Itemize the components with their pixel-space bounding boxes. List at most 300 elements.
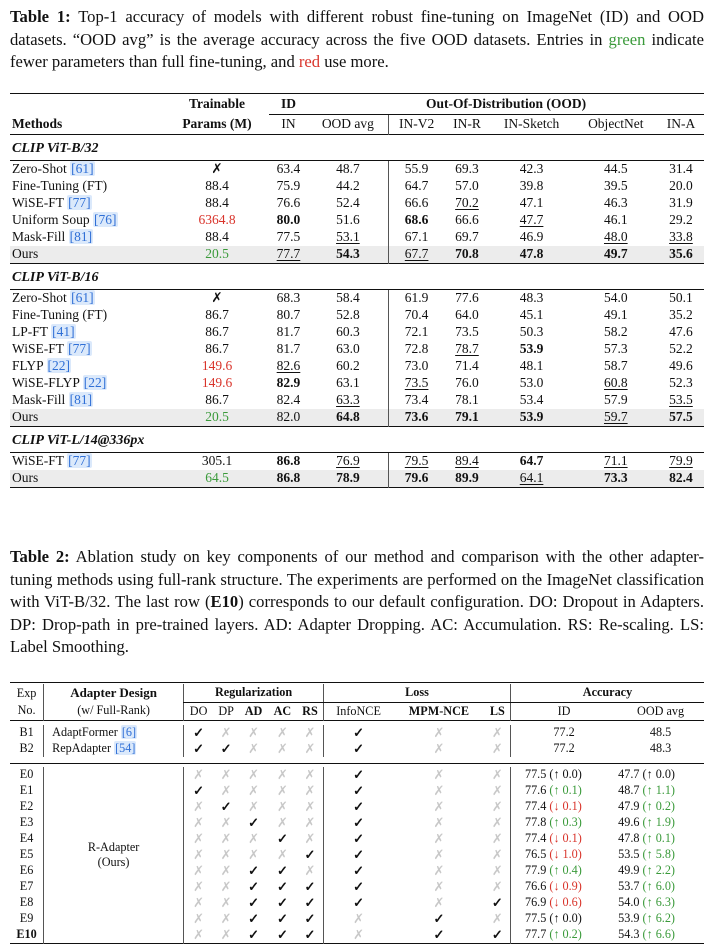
t1-value: 57.5 — [669, 409, 693, 424]
t2-ood-value: 47.8 — [618, 831, 643, 845]
t2-h-id: ID — [510, 702, 617, 720]
cross-icon: ✗ — [276, 724, 288, 740]
t1-value: 61.9 — [404, 290, 429, 305]
t1-cell-in — [269, 409, 308, 427]
t2-id-delta: (↑ 0.1) — [549, 783, 582, 797]
t1-value: 73.4 — [404, 392, 429, 407]
check-icon: ✓ — [353, 894, 364, 910]
t1-value: 73.3 — [603, 470, 628, 485]
t2-mark-mpm — [393, 847, 485, 863]
t2-exp: E1 — [19, 783, 34, 797]
t2-id-delta: (↓ 0.9) — [549, 879, 582, 893]
t1-value: 73.0 — [404, 358, 429, 373]
t2-id — [510, 767, 617, 783]
t1-cell-sk — [489, 375, 573, 392]
t2-id — [510, 927, 617, 944]
t1-cell-a — [658, 392, 704, 409]
cross-icon: ✗ — [433, 862, 445, 878]
cross-icon: ✗ — [353, 910, 364, 926]
t1-value: 66.6 — [404, 195, 429, 210]
t1-cell-avg — [308, 229, 388, 246]
t2-id-value: 77.5 — [524, 911, 550, 925]
t2-h-exp: Exp — [16, 685, 37, 700]
cross-icon: ✗ — [491, 814, 503, 830]
t1-method — [10, 178, 165, 195]
cross-icon: ✗ — [193, 830, 205, 846]
t2-mark-do — [184, 927, 214, 944]
check-icon: ✓ — [220, 798, 232, 814]
check-icon: ✓ — [248, 894, 259, 910]
t1-value: 82.6 — [276, 358, 301, 373]
t1-cell-in — [269, 341, 308, 358]
t1-value: 64.1 — [519, 470, 544, 485]
check-icon: ✓ — [276, 862, 288, 878]
t2-mark-ls — [485, 725, 511, 741]
t1-value: 58.7 — [603, 358, 628, 373]
t2-mark-ls — [485, 927, 511, 944]
t1-cell-a — [658, 409, 704, 427]
t2-ood-delta: (↑ 2.2) — [642, 863, 675, 877]
check-icon: ✓ — [304, 926, 316, 942]
t1-params: 149.6 — [201, 375, 233, 390]
t1-section-title: CLIP ViT-B/32 — [10, 134, 704, 160]
t2-ood — [617, 783, 704, 799]
check-icon: ✓ — [304, 878, 316, 894]
t2-mark-ac — [268, 879, 297, 895]
t1-value: 71.1 — [603, 453, 628, 468]
t2-ours-sublabel: (Ours) — [97, 854, 130, 869]
t1-value: 70.4 — [404, 307, 429, 322]
t2-mark-do — [184, 847, 214, 863]
table1-caption-label: Table 1: — [10, 7, 71, 26]
t1-cell-avg — [308, 375, 388, 392]
t1-cell-obj — [574, 160, 658, 178]
t1-value: 82.4 — [669, 470, 693, 485]
t1-method-name: WiSE-FLYP — [12, 375, 83, 390]
t1-value: 68.3 — [276, 290, 301, 305]
check-icon: ✓ — [304, 910, 316, 926]
t1-value: 72.8 — [404, 341, 429, 356]
table1-caption-text-3: use more. — [320, 52, 389, 72]
cross-icon: ✗ — [193, 926, 205, 942]
t2-ood-delta: (↑ 1.1) — [642, 783, 675, 797]
t1-section-title: CLIP ViT-B/16 — [10, 263, 704, 289]
cross-icon: ✗ — [353, 926, 364, 942]
t2-id: 77.2 — [510, 725, 617, 741]
t2-mark-ad — [239, 783, 268, 799]
t1-cell-avg — [308, 246, 388, 264]
t2-mark-rs — [297, 799, 324, 815]
t2-id-value: 77.4 — [524, 831, 550, 845]
t1-cell-a — [658, 229, 704, 246]
t2-mark-mpm — [393, 911, 485, 927]
t1-params: 86.7 — [205, 341, 229, 356]
t1-row — [10, 452, 704, 470]
t1-section-row — [10, 134, 704, 160]
t2-ood-value: 47.7 — [618, 767, 643, 781]
t1-params: ✗ — [211, 161, 223, 176]
t1-value: 60.8 — [603, 375, 628, 390]
t1-cell-in — [269, 246, 308, 264]
t2-mark-do — [184, 741, 214, 757]
check-icon: ✓ — [193, 740, 205, 756]
cross-icon: ✗ — [433, 798, 445, 814]
t2-ours-label: R-Adapter — [87, 839, 140, 854]
t1-value: 63.3 — [336, 392, 360, 407]
t1-cell-sk — [489, 212, 573, 229]
t1-cell-obj — [574, 358, 658, 375]
t1-value: 64.0 — [455, 307, 479, 322]
cross-icon: ✗ — [193, 846, 205, 862]
t1-cell-obj — [574, 246, 658, 264]
cross-icon: ✗ — [491, 830, 503, 846]
t2-id-delta: (↑ 0.0) — [549, 767, 582, 781]
t1-cell-v2 — [388, 229, 444, 246]
t2-mark-rs — [297, 767, 324, 783]
t1-row — [10, 341, 704, 358]
t1-cell-r — [445, 307, 490, 324]
cross-icon: ✗ — [220, 814, 232, 830]
cross-icon: ✗ — [220, 724, 232, 740]
t2-mark-dp — [213, 725, 239, 741]
t1-params: 305.1 — [201, 453, 233, 468]
t1-cell-v2 — [388, 307, 444, 324]
t2-mark-infonce — [324, 815, 394, 831]
cross-icon: ✗ — [248, 766, 259, 782]
t1-params: ✗ — [211, 290, 223, 305]
t1-value: 79.5 — [404, 453, 429, 468]
cross-icon: ✗ — [304, 814, 316, 830]
t1-value: 76.0 — [455, 375, 479, 390]
t1-row — [10, 212, 704, 229]
t1-method-name: WiSE-FT — [12, 341, 68, 356]
t2-mark-do — [184, 879, 214, 895]
t1-method-name: Ours — [12, 470, 39, 485]
table2-caption-label: Table 2: — [10, 547, 70, 566]
t1-cell-v2 — [388, 375, 444, 392]
t2-mark-ls — [485, 767, 511, 783]
t2-mark-ad — [239, 863, 268, 879]
t1-citation[interactable]: [61] — [71, 161, 94, 176]
t1-value: 48.0 — [603, 229, 628, 244]
t1-params: 64.5 — [165, 470, 269, 488]
check-icon: ✓ — [276, 894, 288, 910]
t2-ood-value: 54.3 — [618, 927, 643, 941]
t2-id-delta: (↑ 0.4) — [549, 863, 582, 877]
t2-id-value: 77.7 — [524, 927, 550, 941]
t2-h-accuracy: Accuracy — [510, 684, 704, 702]
t1-cell-sk — [489, 324, 573, 341]
t2-mark-ls — [485, 741, 511, 757]
cross-icon: ✗ — [193, 894, 205, 910]
t1-citation[interactable]: [41] — [52, 324, 75, 339]
t2-mark-ac — [268, 847, 297, 863]
t1-h-objectnet: ObjectNet — [588, 116, 644, 131]
t1-h-trainable-2: Params (M) — [182, 115, 252, 131]
cross-icon: ✗ — [276, 846, 288, 862]
t2-id-delta: (↓ 0.1) — [549, 831, 582, 845]
t2-id — [510, 879, 617, 895]
t1-value: 52.4 — [336, 195, 360, 210]
t1-method — [10, 307, 165, 324]
t1-cell-r — [445, 289, 490, 307]
table2-caption-bold: E10 — [210, 592, 239, 612]
t2-ood — [617, 831, 704, 847]
check-icon: ✓ — [276, 910, 288, 926]
t1-citation[interactable]: [22] — [47, 358, 71, 373]
t2-mark-do — [184, 783, 214, 799]
t1-row — [10, 375, 704, 392]
t2-ood-delta: (↑ 6.3) — [642, 895, 675, 909]
check-icon: ✓ — [353, 846, 364, 862]
t1-citation[interactable]: [77] — [68, 453, 91, 468]
t1-cell-sk — [489, 307, 573, 324]
cross-icon: ✗ — [276, 814, 288, 830]
t2-mark-ls — [485, 911, 511, 927]
t1-value: 58.4 — [336, 290, 360, 305]
t2-mark-ls — [485, 879, 511, 895]
t1-value: 89.9 — [455, 470, 479, 485]
t1-value: 81.7 — [276, 324, 301, 339]
t1-cell-v2 — [388, 358, 444, 375]
t1-cell-obj — [574, 375, 658, 392]
t1-method — [10, 452, 165, 470]
t2-mark-ad — [239, 741, 268, 757]
t1-value: 54.3 — [336, 246, 360, 261]
cross-icon: ✗ — [220, 766, 232, 782]
table2-body — [10, 720, 704, 943]
t1-value: 53.0 — [519, 375, 544, 390]
t1-citation[interactable]: [77] — [68, 195, 91, 210]
t2-mark-mpm — [393, 741, 485, 757]
cross-icon: ✗ — [491, 910, 503, 926]
t2-mark-ls — [485, 863, 511, 879]
t1-row — [10, 392, 704, 409]
cross-icon: ✗ — [248, 798, 259, 814]
t1-value: 78.7 — [455, 341, 479, 356]
cross-icon: ✗ — [248, 782, 259, 798]
t1-h-ood: Out-Of-Distribution (OOD) — [308, 94, 704, 114]
cross-icon: ✗ — [276, 766, 288, 782]
t1-cell-in — [269, 375, 308, 392]
t1-value: 39.5 — [603, 178, 628, 193]
t1-value: 46.9 — [519, 229, 544, 244]
t1-section-title: CLIP ViT-L/14@336px — [10, 426, 704, 452]
t1-cell-a — [658, 375, 704, 392]
t1-params: 86.7 — [205, 324, 229, 339]
t1-value: 39.8 — [519, 178, 544, 193]
t2-id-value: 77.5 — [524, 767, 550, 781]
cross-icon: ✗ — [491, 740, 503, 756]
table2-caption-text-2: ) corresponds to our default configuration. DO: Dropout in Adapters. DP: Drop-path in pre-trained layers. AD: Adapter Dropping. AC: Accumulation. RS: Re-scaling. LS: Label Smoothing. — [10, 592, 704, 657]
check-icon: ✓ — [433, 926, 445, 942]
cross-icon: ✗ — [433, 740, 445, 756]
t1-cell-r — [445, 195, 490, 212]
t1-value: 80.0 — [276, 212, 301, 227]
t2-mark-ad — [239, 767, 268, 783]
t2-mark-ls — [485, 783, 511, 799]
t2-exp: E3 — [19, 815, 34, 829]
t1-value: 31.4 — [669, 161, 693, 176]
t2-mark-infonce — [324, 783, 394, 799]
t1-row — [10, 178, 704, 195]
t2-mark-ad — [239, 927, 268, 944]
cross-icon: ✗ — [276, 798, 288, 814]
check-icon: ✓ — [353, 724, 364, 740]
t1-value: 47.8 — [519, 246, 544, 261]
cross-icon: ✗ — [433, 724, 445, 740]
t1-method-name: Mask-Fill — [12, 392, 69, 407]
t1-value: 82.0 — [276, 409, 301, 424]
t1-cell-a — [658, 470, 704, 488]
t1-value: 44.2 — [336, 178, 360, 193]
t1-value: 50.1 — [669, 290, 693, 305]
check-icon: ✓ — [220, 740, 232, 756]
t1-citation[interactable]: [76] — [94, 212, 117, 227]
t2-exp: E4 — [19, 831, 34, 845]
t1-params: 86.7 — [205, 307, 229, 322]
t2-h-mpm: MPM-NCE — [408, 703, 470, 718]
t2-ood-delta: (↑ 5.8) — [642, 847, 675, 861]
t1-value: 73.5 — [455, 324, 479, 339]
t2-mark-ac — [268, 767, 297, 783]
cross-icon: ✗ — [491, 798, 503, 814]
table2-top-rule — [10, 682, 704, 683]
t1-method — [10, 341, 165, 358]
t2-id — [510, 831, 617, 847]
t2-design — [44, 741, 184, 757]
cross-icon: ✗ — [248, 846, 259, 862]
cross-icon: ✗ — [491, 846, 503, 862]
t2-citation[interactable]: [54] — [115, 741, 136, 755]
t1-value: 44.5 — [603, 161, 628, 176]
t1-params: 88.4 — [205, 195, 229, 210]
t1-citation[interactable]: [77] — [68, 341, 91, 356]
cross-icon: ✗ — [276, 782, 288, 798]
t1-cell-avg — [308, 324, 388, 341]
t2-citation[interactable]: [6] — [121, 725, 137, 739]
t2-mark-infonce — [324, 911, 394, 927]
t2-mark-rs — [297, 911, 324, 927]
cross-icon: ✗ — [491, 724, 503, 740]
check-icon: ✓ — [353, 830, 364, 846]
t1-citation[interactable]: [81] — [69, 392, 93, 407]
t2-h-rs: RS — [302, 703, 318, 718]
t1-method-name: FLYP — [12, 358, 47, 373]
t1-cell-in — [269, 392, 308, 409]
t1-cell-in — [269, 358, 308, 375]
t1-cell-a — [658, 160, 704, 178]
t2-mark-dp — [213, 799, 239, 815]
t2-mark-do — [184, 863, 214, 879]
t1-cell-avg — [308, 452, 388, 470]
check-icon: ✓ — [433, 910, 445, 926]
t1-value: 52.3 — [669, 375, 693, 390]
t1-cell-a — [658, 289, 704, 307]
t2-mark-mpm — [393, 895, 485, 911]
t1-method-name: Zero-Shot — [12, 161, 71, 176]
t2-mark-ac — [268, 815, 297, 831]
t2-mark-ls — [485, 831, 511, 847]
t2-ood-value: 53.7 — [618, 879, 643, 893]
t1-value: 58.2 — [603, 324, 628, 339]
t1-value: 70.8 — [455, 246, 479, 261]
t1-method-name: Ours — [12, 246, 39, 261]
t1-citation[interactable]: [61] — [71, 290, 94, 305]
t2-mark-ad — [239, 911, 268, 927]
t1-cell-v2 — [388, 212, 444, 229]
t2-id-delta: (↓ 1.0) — [549, 847, 582, 861]
t1-method — [10, 229, 165, 246]
t1-cell-a — [658, 246, 704, 264]
t1-value: 57.0 — [455, 178, 479, 193]
table1 — [10, 94, 704, 488]
t2-mark-ad — [239, 879, 268, 895]
t1-cell-sk — [489, 409, 573, 427]
t2-mark-infonce — [324, 725, 394, 741]
t2-ood-delta: (↑ 1.9) — [642, 815, 675, 829]
t2-exp: E0 — [19, 767, 34, 781]
t1-value: 49.1 — [603, 307, 628, 322]
t1-citation[interactable]: [22] — [83, 375, 107, 390]
t2-h-ood-avg: OOD avg — [637, 703, 685, 718]
t1-value: 52.2 — [669, 341, 693, 356]
t1-value: 73.5 — [404, 375, 429, 390]
t1-cell-r — [445, 409, 490, 427]
t1-cell-obj — [574, 324, 658, 341]
t1-method — [10, 195, 165, 212]
table2 — [10, 684, 704, 944]
t2-h-regularization: Regularization — [184, 684, 324, 702]
t1-h-ood-avg: OOD avg — [321, 116, 374, 131]
t1-value: 64.7 — [404, 178, 429, 193]
t2-ood — [617, 799, 704, 815]
t1-value: 53.1 — [336, 229, 360, 244]
cross-icon: ✗ — [433, 878, 445, 894]
cross-icon: ✗ — [193, 766, 205, 782]
t1-cell-a — [658, 212, 704, 229]
check-icon: ✓ — [353, 740, 364, 756]
t1-cell-sk — [489, 452, 573, 470]
t1-value: 48.3 — [519, 290, 544, 305]
table1-caption-red: red — [298, 52, 321, 72]
t1-h-in-sketch: IN-Sketch — [503, 116, 560, 131]
cross-icon: ✗ — [220, 926, 232, 942]
t2-mark-infonce — [324, 767, 394, 783]
check-icon: ✓ — [248, 910, 259, 926]
t1-value: 47.6 — [669, 324, 693, 339]
t2-id — [510, 783, 617, 799]
t1-cell-sk — [489, 392, 573, 409]
t1-value: 51.6 — [336, 212, 360, 227]
t1-value: 81.7 — [276, 341, 301, 356]
t1-h-methods: Methods — [12, 115, 63, 131]
t2-mark-ac — [268, 927, 297, 944]
t2-ood — [617, 847, 704, 863]
cross-icon: ✗ — [193, 862, 205, 878]
t1-value: 48.7 — [336, 161, 360, 176]
t2-mark-infonce — [324, 863, 394, 879]
cross-icon: ✗ — [433, 766, 445, 782]
t1-cell-avg — [308, 212, 388, 229]
t1-row — [10, 160, 704, 178]
t2-mark-mpm — [393, 863, 485, 879]
t1-citation[interactable]: [81] — [69, 229, 93, 244]
t2-mark-dp — [213, 879, 239, 895]
cross-icon: ✗ — [304, 766, 316, 782]
t2-ood — [617, 767, 704, 783]
t2-mark-ac — [268, 799, 297, 815]
